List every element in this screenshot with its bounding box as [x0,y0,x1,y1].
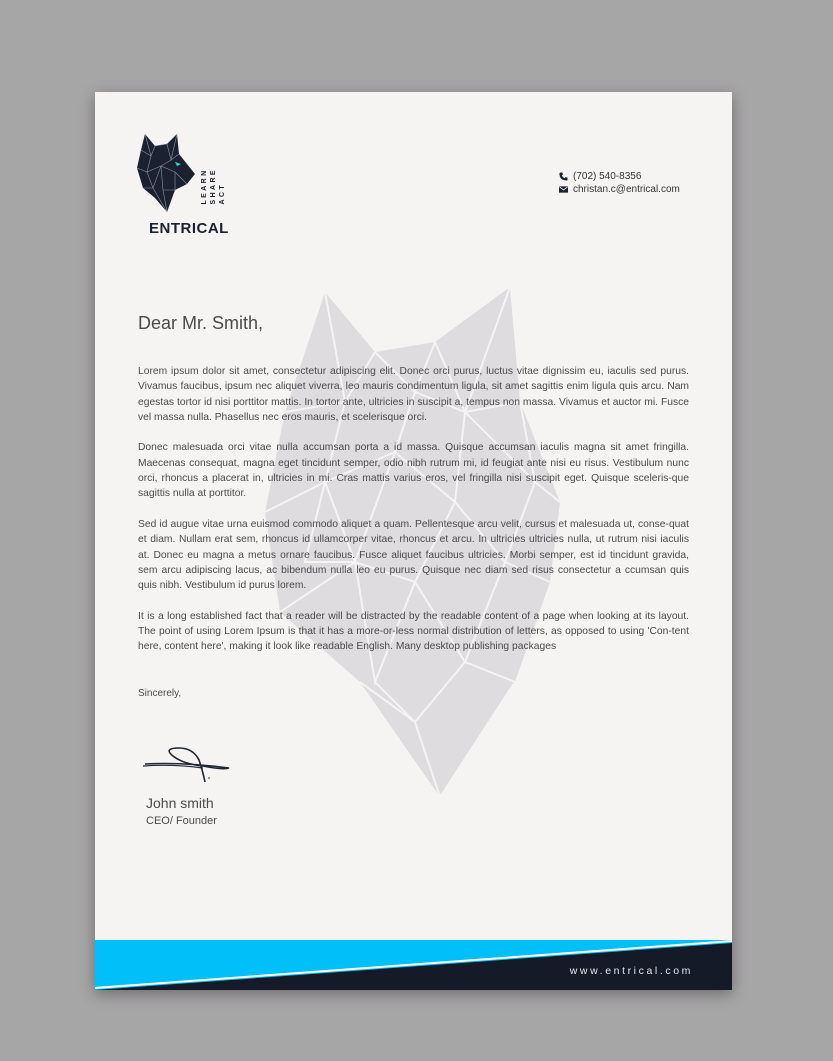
paragraph: It is a long established fact that a reader will be distracted by the readable content of a page when looking at its layout. The point of using Lorem Ipsum is that it has a more-or-less normal distribution of letters, as opposed to using 'Con-tent here, content here', making it look like readable English. Many desktop publishing packages [138,610,689,653]
tagline-act: ACT [219,182,226,205]
phone-icon [558,172,568,181]
signer-name: John smith [146,795,214,811]
letter-body [138,364,689,670]
contact-email [558,183,680,196]
email-address[interactable]: christan.c@entrical.com [573,184,680,195]
contact-phone [558,170,680,183]
greeting: Dear Mr. Smith, [138,313,264,333]
closing: Sincerely, [138,688,182,699]
envelope-icon [558,186,568,193]
website-link[interactable]: www.entrical.com [569,965,693,977]
brand-logo [137,132,247,242]
paragraph: Donec malesuada orci vitae nulla accumsan porta a id massa. Quisque accumsan iaculis magna sit amet fringilla. Maecenas consequat, magna eget tincidunt semper, odio nibh rutrum mi, id feugiat ante nisi eu risus. Vestibulum nunc orci, rhoncus a placerat in, ultricies in mi. Cras mattis varius eros, vel fringilla nisi suscipit eget. Quisque sceleris-que sagittis nulla at porttitor. [138,442,689,500]
paragraph: Sed id augue vitae urna euismod commodo aliquet a quam. Pellentesque arcu velit, cursus et malesuada ut, conse-quat et diam. Nullam erat sem, rhoncus id ullamcorper vitae, rhoncus et arcu. In ultricies ultricies nulla, ut rutrum nisi iaculis at. Donec eu magna a metus ornare faucibus. Fusce aliquet faucibus ultricies. Morbi semper, est id tincidunt gravida, sem arcu adipiscing lacus, ac bibendum nulla leo eu purus. Quisque nec diam sed risus consectetur a ccumsan quis quis nibh. Vestibulum id purus lorem. [138,518,689,592]
tagline-share: SHARE [210,168,217,205]
contact-block [558,170,680,196]
phone-number[interactable]: (702) 540-8356 [573,171,642,182]
footer-band [95,940,732,990]
signature-image [143,742,233,787]
signer-title: CEO/ Founder [146,815,217,827]
wolf-logo-icon [137,132,197,212]
letterhead-page [95,92,732,990]
tagline-learn: LEARN [201,168,208,205]
brand-name: ENTRICAL [149,220,229,237]
paragraph: Lorem ipsum dolor sit amet, consectetur adipiscing elit. Donec orci purus, luctus vitae dignissim eu, iaculis sed purus. Vivamus faucibus, ipsum nec aliquet viverra, leo mauris condimentum ligula, sit amet sagittis enim ligula quis arcu. Nam egestas tortor id nisi porttitor mattis. In tortor ante, ultricies in suscipit a, tempus non massa. Vivamus et auctor mi. Fusce vel massa nulla. Phasellus nec eros mauris, et scelerisque orci. [138,366,689,423]
brand-tagline [201,168,227,205]
